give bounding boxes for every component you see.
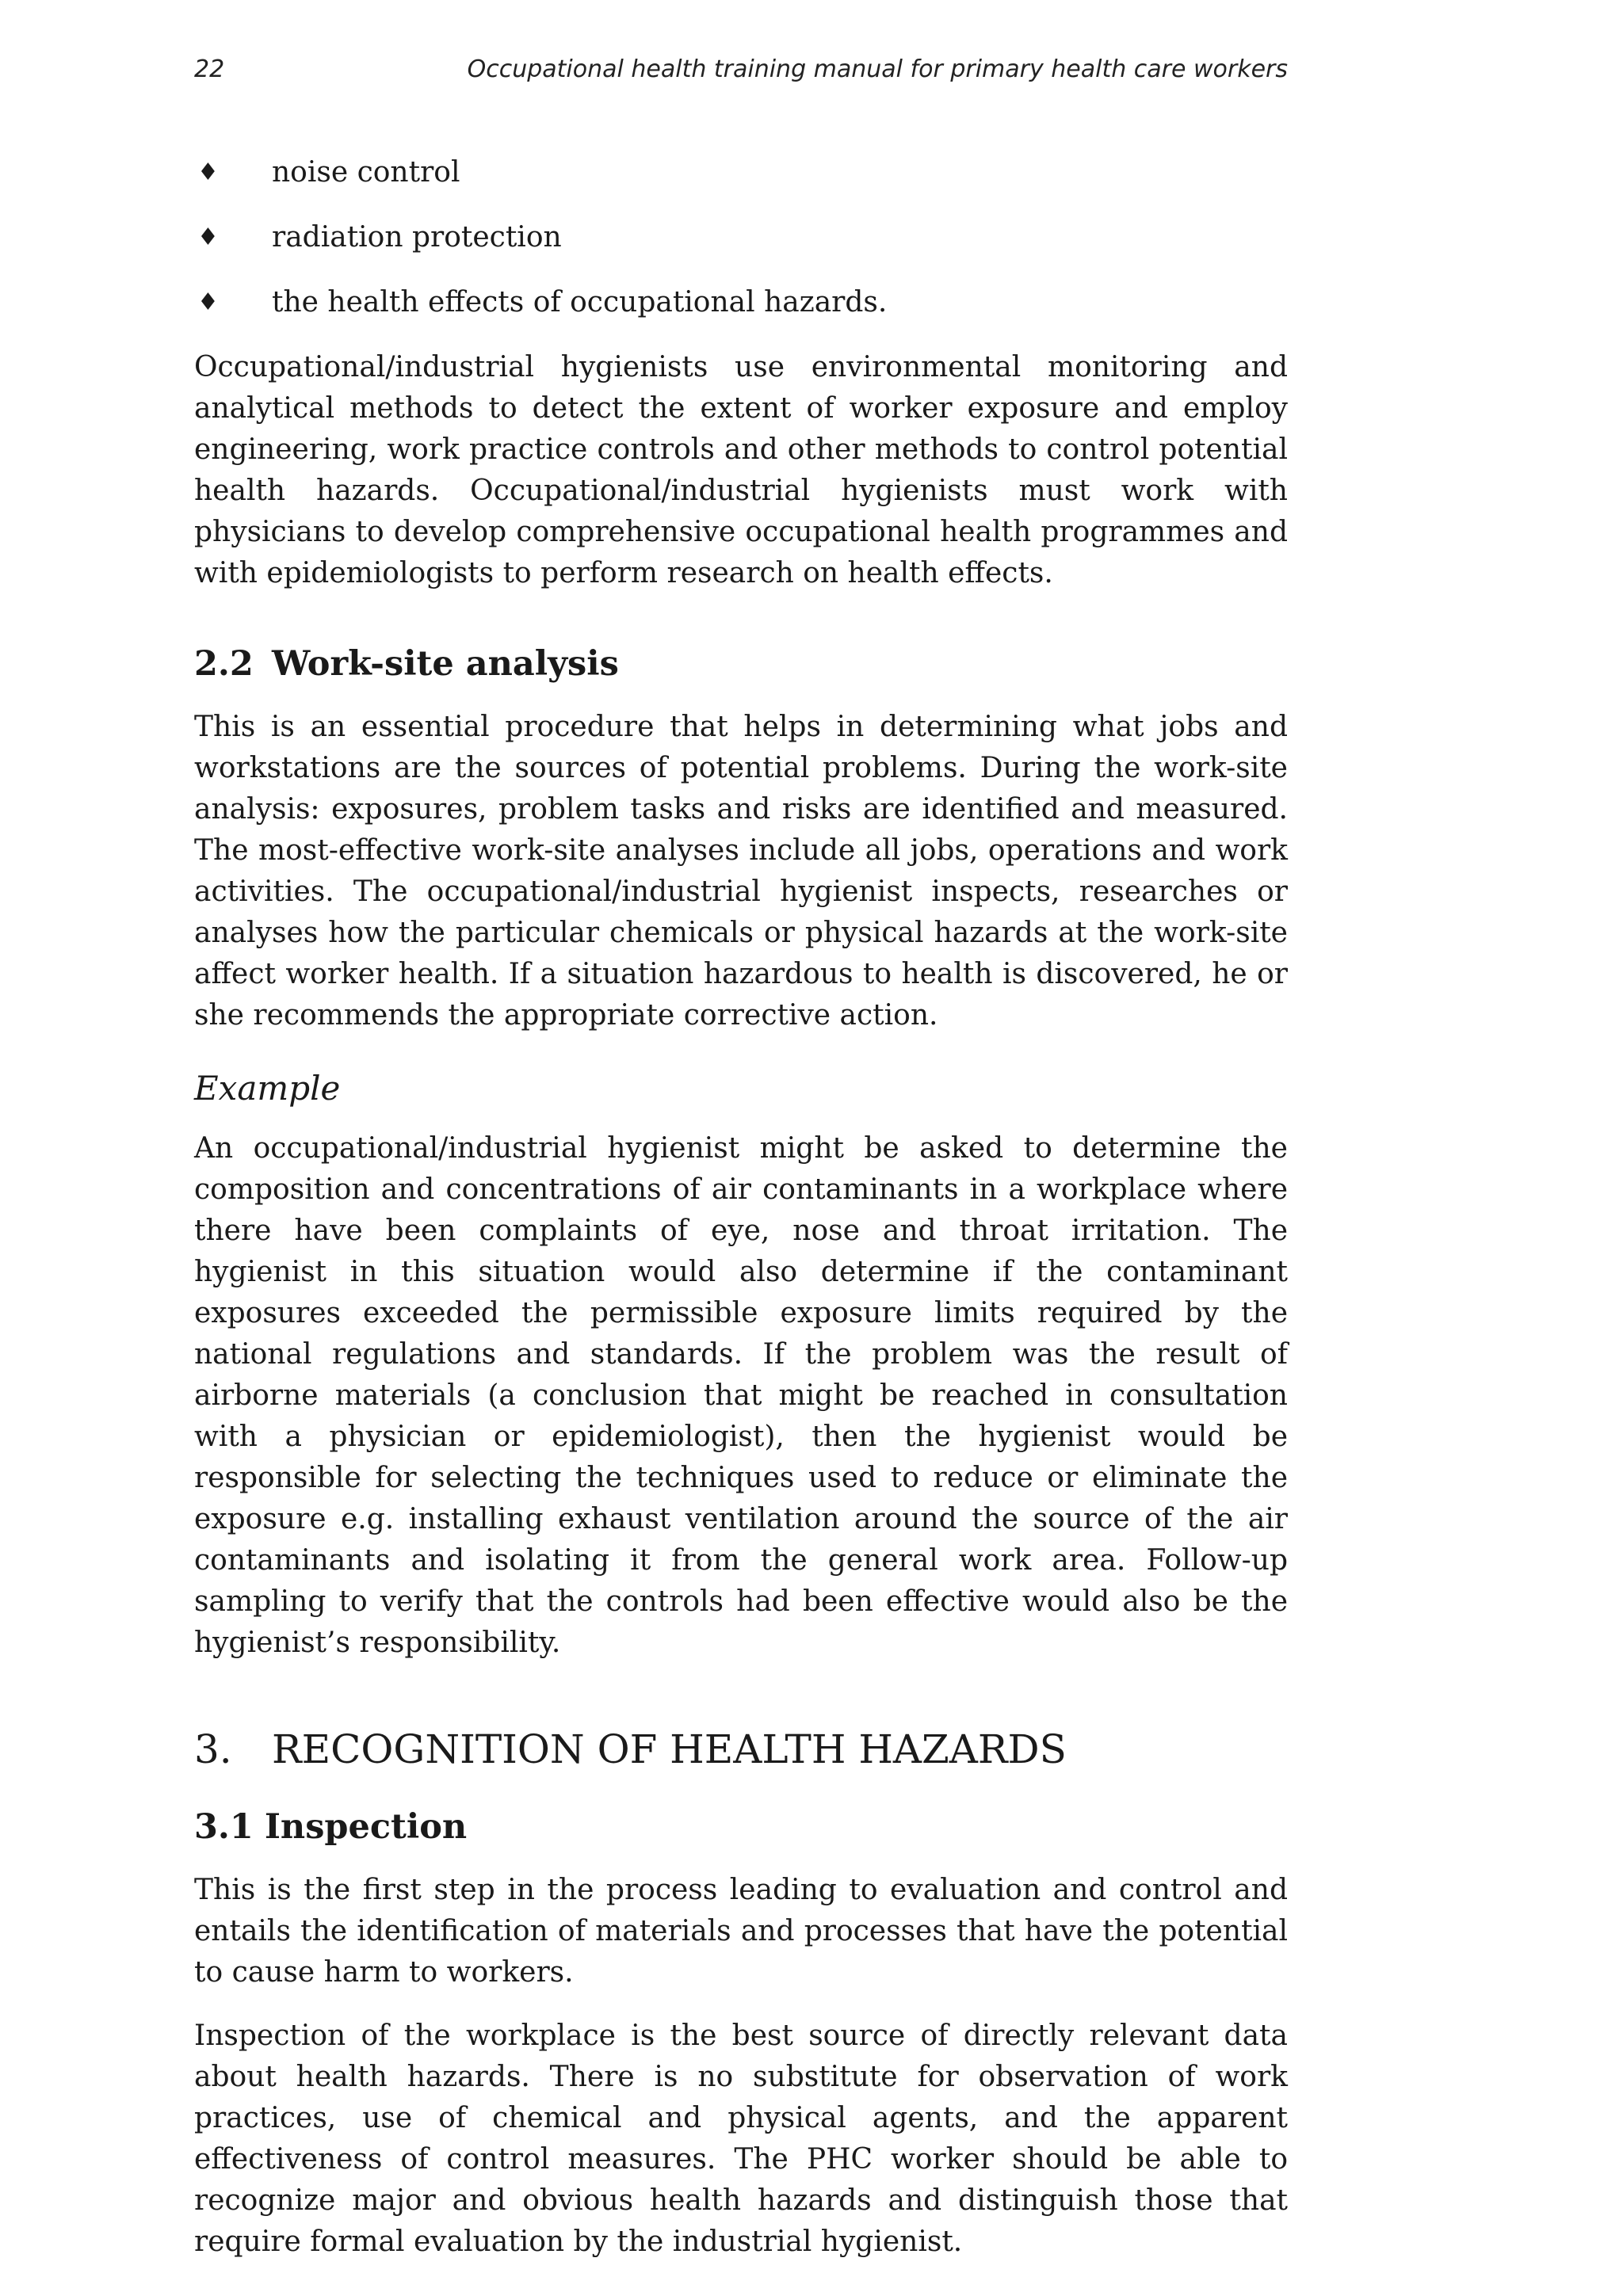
section-number: 2.2 xyxy=(194,644,254,684)
section-title: Inspection xyxy=(264,1807,468,1847)
paragraph-inspection-1: This is the first step in the process leading to evaluation and control and entails the identification of materials and processes that have the potential to cause harm to workers. xyxy=(194,1874,1288,1989)
list-item-text: radiation protection xyxy=(272,221,562,254)
diamond-bullet-icon: ♦ xyxy=(197,223,219,251)
paragraph-inspection-2: Inspection of the workplace is the best source of directly relevant data about health hazards. There is no substitute for observation of work practices, use of chemical and physical agents, and the apparent effectiveness of control measures. The PHC worker should be able to recognize major and obvious health hazards and distinguish those that require formal evaluation by the industrial hygienist. xyxy=(194,2019,1288,2258)
diamond-bullet-icon: ♦ xyxy=(197,288,219,316)
page-content xyxy=(194,152,1288,2285)
list-item-text: the health effects of occupational hazards. xyxy=(272,286,888,318)
paragraph-hygienists: Occupational/industrial hygienists use environmental monitoring and analytical methods to detect the extent of worker exposure and employ engineering, work practice controls and other methods to control potential health hazards. Occupational/industrial hygienists must work with physicians to develop comprehensive occupational health programmes and with epidemiologists to perform research on health effects. xyxy=(194,351,1288,589)
running-header xyxy=(194,55,1288,95)
running-title: Occupational health training manual for primary health care workers xyxy=(467,55,1288,83)
bullet-list xyxy=(194,152,1288,323)
chapter-number: 3. xyxy=(194,1726,232,1772)
section-title: Work-site analysis xyxy=(272,644,619,684)
example-heading: Example xyxy=(194,1069,341,1108)
list-item xyxy=(194,217,1288,258)
diamond-bullet-icon: ♦ xyxy=(197,158,219,186)
paragraph-example: An occupational/industrial hygienist might be asked to determine the composition and concentrations of air contaminants in a workplace where there have been complaints of eye, nose and throat irritation. The hygienist in this situation would also determine if the contaminant exposures exceeded the permissible exposure limits required by the national regulations and standards. If the problem was the result of airborne materials (a conclusion that might be reached in consultation with a physician or epidemiologist), then the hygienist would be responsible for selecting the techniques used to reduce or eliminate the exposure e.g. installing exhaust ventilation around the source of the air contaminants and isolating it from the general work area. Follow-up sampling to verify that the controls had been effective would also be the hygienist’s responsibility. xyxy=(194,1132,1288,1659)
section-number: 3.1 xyxy=(194,1807,254,1847)
list-item xyxy=(194,282,1288,323)
chapter-heading-3 xyxy=(194,1724,1288,1775)
page-number: 22 xyxy=(194,55,225,83)
chapter-title: RECOGNITION OF HEALTH HAZARDS xyxy=(272,1726,1067,1772)
section-heading-3-1 xyxy=(194,1805,1288,1849)
list-item xyxy=(194,152,1288,193)
list-item-text: noise control xyxy=(272,156,460,189)
paragraph-work-site-analysis: This is an essential procedure that helps in determining what jobs and workstations are the sources of potential problems. During the work-site analysis: exposures, problem tasks and risks are identified and measured. The most-effective work-site analyses include all jobs, operations and work activities. The occupational/industrial hygienist inspects, researches or analyses how the particular chemicals or physical hazards at the work-site affect worker health. If a situation hazardous to health is discovered, he or she recommends the appropriate corrective action. xyxy=(194,711,1288,1032)
section-heading-2-2 xyxy=(194,642,1288,686)
